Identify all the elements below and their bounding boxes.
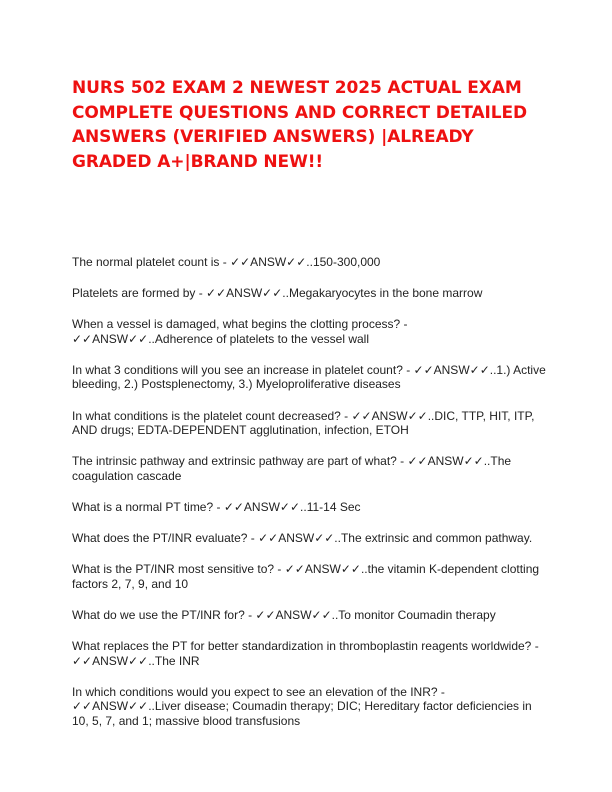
qa-item: Platelets are formed by - ✓✓ANSW✓✓..Megakaryocytes in the bone marrow: [72, 286, 483, 301]
qa-item: What do we use the PT/INR for? - ✓✓ANSW✓✓..To monitor Coumadin therapy: [72, 607, 496, 622]
document-title: NURS 502 EXAM 2 NEWEST 2025 ACTUAL EXAM COMPLETE QUESTIONS AND CORRECT DETAILED ANSWERS (VERIFIED ANSWERS) |ALREADY GRADED A+|BRAND NEW!!: [72, 78, 528, 172]
qa-item: What is a normal PT time? - ✓✓ANSW✓✓..11-14 Sec: [72, 499, 361, 514]
qa-item: What does the PT/INR evaluate? - ✓✓ANSW✓✓..The extrinsic and common pathway.: [72, 531, 533, 546]
qa-item: What replaces the PT for better standardization in thromboplastin reagents worldwide? - ✓✓ANSW✓✓..The INR: [72, 638, 539, 668]
qa-item: When a vessel is damaged, what begins the clotting process? - ✓✓ANSW✓✓..Adherence of platelets to the vessel wall: [72, 317, 408, 346]
qa-list: [72, 255, 547, 745]
qa-item: In which conditions would you expect to see an elevation of the INR? - ✓✓ANSW✓✓..Liver disease; Coumadin therapy; DIC; Hereditary factor deficiencies in 10, 5, 7, and 1; massive blood transfusions: [72, 684, 532, 728]
qa-item: What is the PT/INR most sensitive to? - ✓✓ANSW✓✓..the vitamin K-dependent clotting factors 2, 7, 9, and 10: [72, 562, 540, 591]
qa-item: In what 3 conditions will you see an increase in platelet count? - ✓✓ANSW✓✓..1.) Active bleeding, 2.) Postsplenectomy, 3.) Myeloproliferative diseases: [72, 362, 546, 392]
qa-item: The normal platelet count is - ✓✓ANSW✓✓..150-300,000: [72, 255, 381, 269]
qa-item: The intrinsic pathway and extrinsic pathway are part of what? - ✓✓ANSW✓✓..The coagulation cascade: [72, 454, 512, 483]
qa-item: In what conditions is the platelet count decreased? - ✓✓ANSW✓✓..DIC, TTP, HIT, ITP, AND drugs; EDTA-DEPENDENT agglutination, infection, ETOH: [72, 408, 535, 438]
